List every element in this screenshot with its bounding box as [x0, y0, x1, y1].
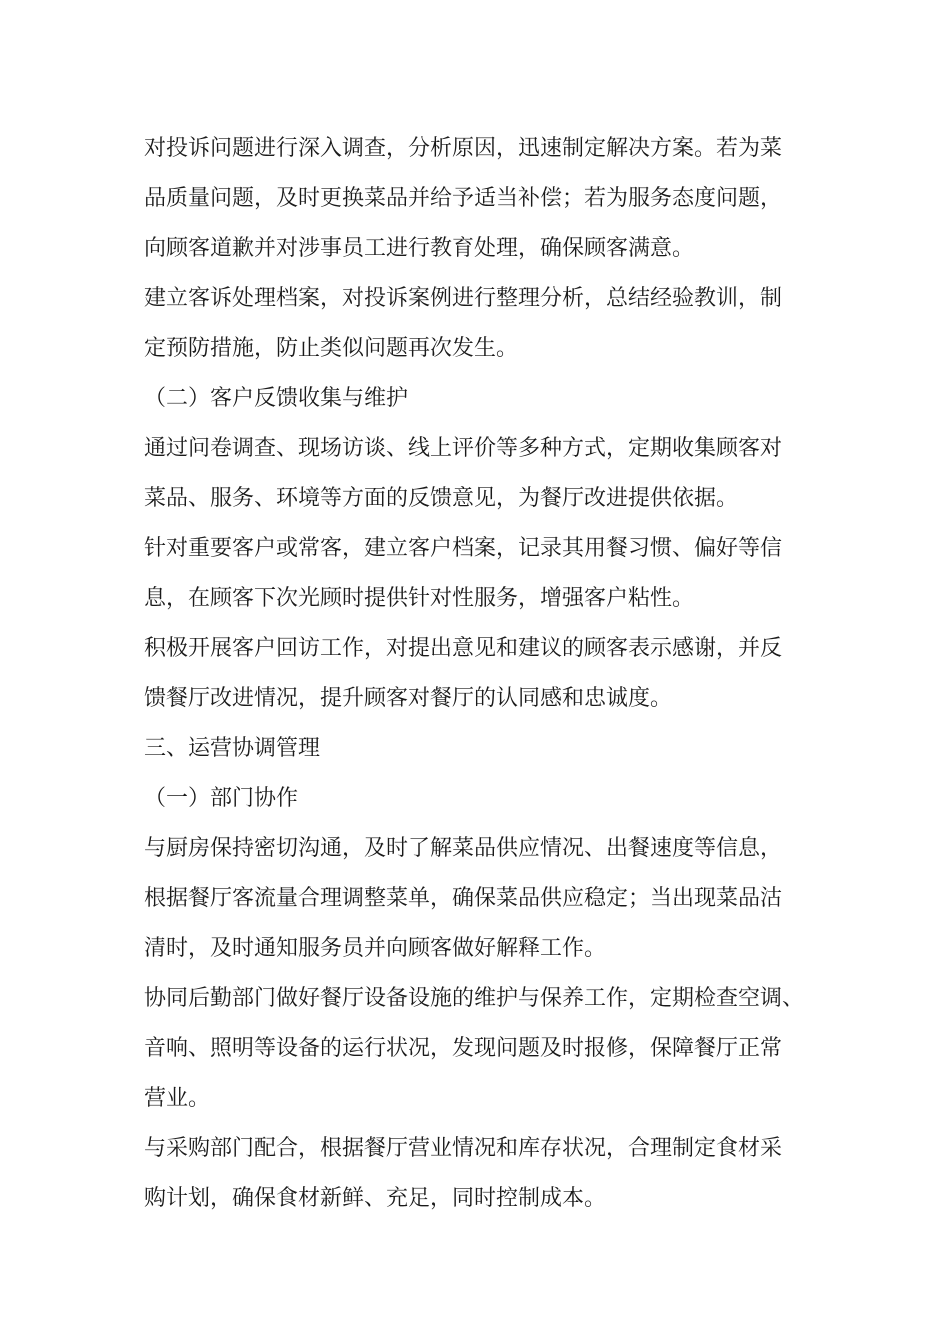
body-text-line: 对投诉问题进行深入调查，分析原因，迅速制定解决方案。若为菜 [144, 136, 783, 161]
body-text-line: 针对重要客户或常客，建立客户档案，记录其用餐习惯、偏好等信 [144, 536, 783, 561]
body-text-line: 营业。 [144, 1086, 211, 1111]
body-text-line: 清时，及时通知服务员并向顾客做好解释工作。 [144, 936, 607, 961]
body-text-line: 馈餐厅改进情况，提升顾客对餐厅的认同感和忠诚度。 [144, 686, 673, 711]
body-text-line: 向顾客道歉并对涉事员工进行教育处理，确保顾客满意。 [144, 236, 695, 261]
body-text-line: 定预防措施，防止类似问题再次发生。 [144, 336, 519, 361]
body-text-line: 积极开展客户回访工作，对提出意见和建议的顾客表示感谢，并反 [144, 636, 783, 661]
body-text-line: 息，在顾客下次光顾时提供针对性服务，增强客户粘性。 [144, 586, 695, 611]
section-subheading: （二）客户反馈收集与维护 [144, 386, 409, 411]
body-text-line: 协同后勤部门做好餐厅设备设施的维护与保养工作，定期检查空调、 [144, 986, 805, 1011]
document-body [144, 124, 814, 1224]
body-text-line: 购计划，确保食材新鲜、充足，同时控制成本。 [144, 1186, 607, 1211]
body-text-line: 建立客诉处理档案，对投诉案例进行整理分析，总结经验教训，制 [144, 286, 783, 311]
body-text-line: 通过问卷调查、现场访谈、线上评价等多种方式，定期收集顾客对 [144, 436, 783, 461]
body-text-line: 品质量问题，及时更换菜品并给予适当补偿；若为服务态度问题， [144, 186, 783, 211]
section-heading: 三、运营协调管理 [144, 736, 321, 761]
body-text-line: 与厨房保持密切沟通，及时了解菜品供应情况、出餐速度等信息， [144, 836, 783, 861]
body-text-line: 与采购部门配合，根据餐厅营业情况和库存状况，合理制定食材采 [144, 1136, 783, 1161]
body-text-line: 根据餐厅客流量合理调整菜单，确保菜品供应稳定；当出现菜品沽 [144, 886, 783, 911]
section-subheading: （一）部门协作 [144, 786, 299, 811]
body-text-line: 菜品、服务、环境等方面的反馈意见，为餐厅改进提供依据。 [144, 486, 739, 511]
body-text-line: 音响、照明等设备的运行状况，发现问题及时报修，保障餐厅正常 [144, 1036, 783, 1061]
